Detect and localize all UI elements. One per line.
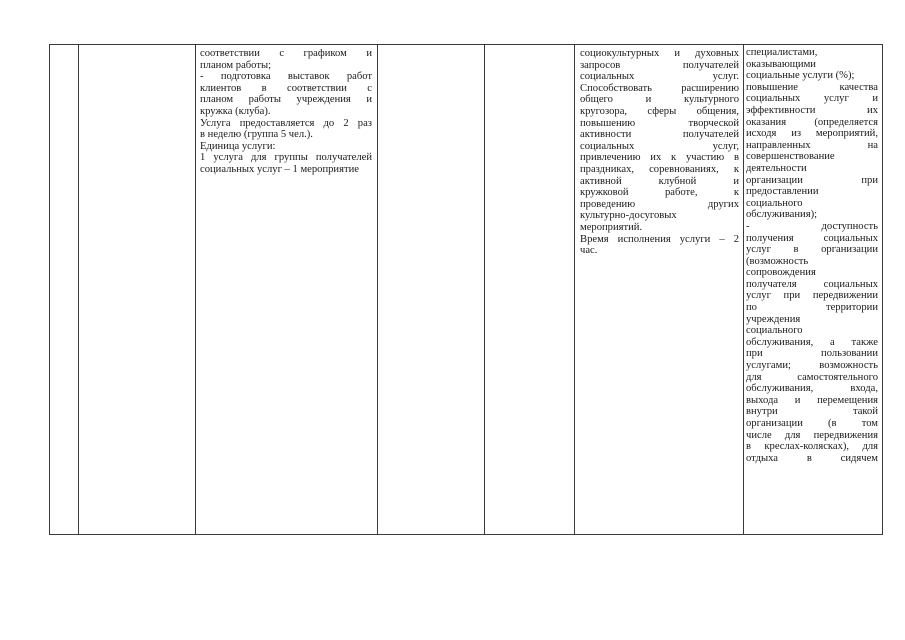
column-divider — [743, 44, 744, 535]
text-line: при пользовании — [746, 348, 878, 360]
text-line: учреждения — [746, 313, 801, 325]
text-line: эффективности их — [746, 104, 878, 116]
text-line: совершенствование — [746, 151, 835, 163]
text-line: активности получателей — [580, 129, 739, 141]
text-line: социальных услуг, — [580, 140, 739, 152]
text-line: выхода и перемещения — [746, 394, 878, 406]
text-line: получателя социальных — [746, 278, 878, 290]
text-line: обслуживания); — [746, 209, 818, 221]
text-line: - подготовка выставок работ — [200, 71, 372, 83]
text-line: для самостоятельного — [746, 371, 878, 383]
text-line: в неделю (группа 5 чел.). — [200, 129, 313, 141]
text-line: организации (в том — [746, 418, 878, 429]
text-line: социокультурных и духовных — [580, 48, 739, 59]
text-line: запросов получателей — [580, 59, 739, 71]
text-line: Услуга предоставляется до 2 раз — [200, 117, 372, 129]
text-line: услуг в организации — [746, 244, 878, 256]
service-description-cell — [200, 48, 372, 176]
text-line: праздниках, соревнованиях, к — [580, 163, 739, 175]
column-divider — [882, 44, 883, 535]
service-conditions-cell — [580, 48, 739, 257]
text-line: услуг при передвижении — [746, 290, 878, 302]
text-line: планом работы учреждения и — [200, 94, 372, 106]
text-line: социального — [746, 197, 803, 209]
text-line: общего и культурного — [580, 94, 739, 106]
text-line: проведению других — [580, 198, 739, 210]
column-divider — [574, 44, 575, 535]
text-line: внутри такой — [746, 406, 878, 418]
column-divider — [49, 44, 50, 535]
text-line: оказания (определяется — [746, 116, 878, 128]
text-line: час. — [580, 245, 598, 257]
text-line: отдыха в сидячем — [746, 452, 878, 464]
text-line: исходя из мероприятий, — [746, 128, 878, 140]
text-line: социального — [746, 325, 803, 337]
text-line: 1 услуга для группы получателей — [200, 152, 372, 164]
column-divider — [78, 44, 79, 535]
text-line: кружковой работе, к — [580, 187, 739, 199]
text-line: планом работы; — [200, 59, 272, 71]
text-line: социальные услуги (%); — [746, 70, 855, 82]
text-line: услугами; возможность — [746, 360, 878, 372]
text-line: обслуживания, входа, — [746, 383, 878, 395]
text-line: повышению творческой — [580, 117, 739, 129]
text-line: получения социальных — [746, 232, 878, 244]
text-line: Единица услуги: — [200, 140, 276, 152]
text-line: организации при — [746, 174, 878, 186]
text-line: оказывающими — [746, 58, 816, 70]
text-line: по территории — [746, 302, 878, 314]
text-line: предоставлении — [746, 186, 819, 198]
quality-indicators-cell — [746, 47, 878, 464]
text-line: специалистами, — [746, 47, 818, 58]
text-line: культурно-досуговых — [580, 210, 677, 222]
column-divider — [377, 44, 378, 535]
table-top-border — [49, 44, 883, 45]
text-line: привлечению их к участию в — [580, 152, 739, 164]
text-line: деятельности — [746, 162, 807, 174]
text-line: в креслах-колясках), для — [746, 441, 878, 453]
text-line: социальных услуг. — [580, 71, 739, 83]
text-line: обслуживания, а также — [746, 336, 878, 348]
text-line: (возможность — [746, 255, 809, 267]
text-line: Способствовать расширению — [580, 82, 739, 94]
text-line: социальных услуг и — [746, 93, 878, 105]
text-line: клиентов в соответствии с — [200, 82, 372, 94]
column-divider — [195, 44, 196, 535]
text-line: социальных услуг – 1 мероприятие — [200, 163, 359, 175]
text-line: направленных на — [746, 139, 878, 151]
text-line: кругозора, сферы общения, — [580, 105, 739, 117]
column-divider — [484, 44, 485, 535]
table-bottom-border — [49, 534, 883, 535]
text-line: Время исполнения услуги – 2 — [580, 233, 739, 245]
text-line: кружка (клуба). — [200, 105, 271, 117]
text-line: мероприятий. — [580, 221, 643, 233]
text-line: числе для передвижения — [746, 429, 878, 441]
text-line: - доступность — [746, 220, 878, 232]
text-line: соответствии с графиком и — [200, 48, 372, 59]
text-line: повышение качества — [746, 81, 878, 93]
text-line: сопровождения — [746, 267, 816, 279]
text-line: активной клубной и — [580, 175, 739, 187]
